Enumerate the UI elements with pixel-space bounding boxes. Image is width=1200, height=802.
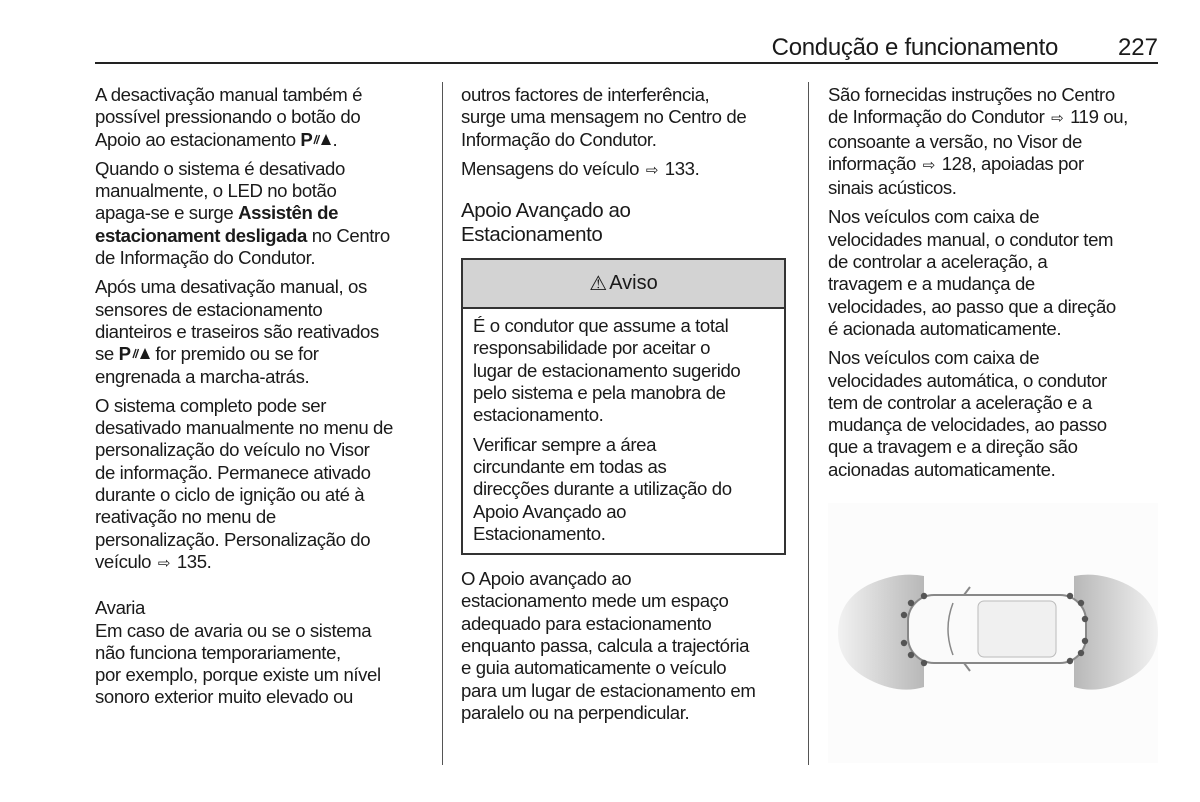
text-line: adequado para estacionamento	[461, 612, 712, 634]
text-line: Apoio Avançado ao	[473, 500, 627, 522]
text-line: personalização. Personalização do	[95, 528, 371, 550]
text-line: consoante a versão, no Visor de	[828, 130, 1082, 152]
text-line: apaga-se e surge Assistên de	[95, 202, 339, 224]
text-line: por exemplo, porque existe um nível	[95, 664, 381, 686]
paragraph	[95, 84, 427, 151]
paragraph	[828, 84, 1160, 199]
text-line: desativado manualmente no menu de	[95, 417, 393, 439]
paragraph	[461, 84, 793, 151]
paragraph	[461, 568, 793, 724]
warning-box	[461, 258, 786, 555]
text-line: paralelo ou na perpendicular.	[461, 701, 690, 723]
text-line: engrenada a marcha-atrás.	[95, 365, 310, 387]
text-line: São fornecidas instruções no Centro	[828, 84, 1115, 105]
column-divider	[808, 82, 809, 765]
page-reference-arrow-icon: ⇨	[645, 161, 658, 179]
column-1	[95, 84, 427, 716]
section-heading	[461, 199, 793, 246]
text-line: travagem e a mudança de	[828, 273, 1035, 295]
text-line: Apoio Avançado ao	[461, 199, 631, 223]
text-line: Avaria	[95, 597, 145, 619]
paragraph	[828, 206, 1160, 340]
paragraph	[95, 395, 427, 575]
page-reference-arrow-icon: ⇨	[922, 156, 935, 174]
text-line: velocidades automática, o condutor	[828, 369, 1107, 391]
warning-paragraph	[473, 434, 774, 545]
text-line: Verificar sempre a área	[473, 433, 657, 455]
text-line: é acionada automaticamente.	[828, 317, 1062, 339]
text-line: circundante em todas as	[473, 455, 667, 477]
text-line: estacionamento mede um espaço	[461, 590, 729, 612]
text-line: pelo sistema e pela manobra de	[473, 382, 726, 404]
text-line: durante o ciclo de ignição ou até à	[95, 484, 365, 506]
text-line: mudança de velocidades, ao passo	[828, 414, 1107, 436]
text-line: responsabilidade por aceitar o	[473, 337, 711, 359]
text-line: personalização do veículo no Visor	[95, 439, 370, 461]
text-line: de controlar a aceleração, a	[828, 251, 1048, 273]
text-line: lugar de estacionamento sugerido	[473, 359, 741, 381]
text-line: de informação. Permanece ativado	[95, 461, 371, 483]
text-line: se P for premido ou se for	[95, 343, 319, 365]
paragraph	[95, 620, 427, 709]
text-line: A desactivação manual também é	[95, 84, 363, 105]
park-assist-icon: P	[300, 129, 332, 151]
text-line: enquanto passa, calcula a trajectória	[461, 635, 750, 657]
column-2	[461, 84, 793, 731]
text-line: informação ⇨ 128, apoiadas por	[828, 152, 1084, 174]
section-title: Condução e funcionamento	[771, 34, 1058, 61]
text-line: Informação do Condutor.	[461, 128, 657, 150]
text-line: surge uma mensagem no Centro de	[461, 106, 747, 128]
text-line: acionadas automaticamente.	[828, 458, 1056, 480]
text-line: É o condutor que assume a total	[473, 315, 729, 337]
bold-term: estacionament desligada	[95, 224, 307, 246]
park-assist-icon: P	[119, 343, 151, 365]
car-sensor-zones-illustration	[828, 503, 1158, 763]
column-3	[828, 84, 1160, 763]
text-line: manualmente, o LED no botão	[95, 180, 337, 202]
text-line: possível pressionando o botão do	[95, 106, 361, 128]
text-line: Estacionamento.	[473, 522, 606, 544]
page-reference-arrow-icon: ⇨	[157, 554, 171, 572]
subsection-heading	[95, 597, 427, 619]
text-line: Após uma desativação manual, os	[95, 276, 367, 298]
text-line: para um lugar de estacionamento em	[461, 679, 756, 701]
bold-term: Assistên de	[238, 202, 339, 224]
warning-body	[463, 309, 784, 553]
text-line: Quando o sistema é desativado	[95, 157, 345, 179]
text-line: de Informação do Condutor.	[95, 247, 316, 269]
warning-header	[463, 260, 784, 309]
text-line: sensores de estacionamento	[95, 298, 323, 320]
text-line: Nos veículos com caixa de	[828, 206, 1040, 228]
text-line: veículo ⇨ 135.	[95, 550, 212, 572]
text-line: Mensagens do veículo ⇨ 133.	[461, 157, 700, 179]
paragraph	[828, 347, 1160, 481]
text-line: de Informação do Condutor ⇨ 119 ou,	[828, 106, 1128, 128]
paragraph	[95, 158, 427, 269]
text-line: que a travagem e a direção são	[828, 436, 1078, 458]
text-line: O sistema completo pode ser	[95, 394, 327, 416]
text-line: direcções durante a utilização do	[473, 478, 732, 500]
page-reference-arrow-icon: ⇨	[1051, 110, 1064, 128]
text-line: tem de controlar a aceleração e a	[828, 391, 1092, 413]
paragraph	[461, 158, 793, 182]
warning-triangle-icon: ⚠	[589, 273, 608, 296]
text-line: sinais acústicos.	[828, 177, 957, 199]
warning-paragraph	[473, 315, 774, 426]
text-line: não funciona temporariamente,	[95, 641, 341, 663]
text-line: velocidades, ao passo que a direção	[828, 295, 1116, 317]
header-rule	[95, 62, 1158, 64]
column-divider	[442, 82, 443, 765]
parking-sensor-figure	[828, 503, 1158, 763]
text-line: Em caso de avaria ou se o sistema	[95, 619, 372, 641]
paragraph	[95, 276, 427, 387]
text-line: O Apoio avançado ao	[461, 568, 632, 590]
text-line: reativação no menu de	[95, 506, 276, 528]
text-line: dianteiros e traseiros são reativados	[95, 320, 379, 342]
text-line: sonoro exterior muito elevado ou	[95, 686, 353, 708]
text-line: estacionamento.	[473, 404, 604, 426]
warning-title: Aviso	[609, 272, 658, 295]
text-line: outros factores de interferência,	[461, 84, 710, 105]
text-line: velocidades manual, o condutor tem	[828, 228, 1114, 250]
text-line: Estacionamento	[461, 222, 603, 246]
text-line: Nos veículos com caixa de	[828, 347, 1040, 369]
text-line: e guia automaticamente o veículo	[461, 657, 727, 679]
page-number: 227	[1117, 34, 1158, 61]
text-line: Apoio ao estacionamento P .	[95, 128, 338, 150]
text-line: estacionament desligada no Centro	[95, 224, 390, 246]
